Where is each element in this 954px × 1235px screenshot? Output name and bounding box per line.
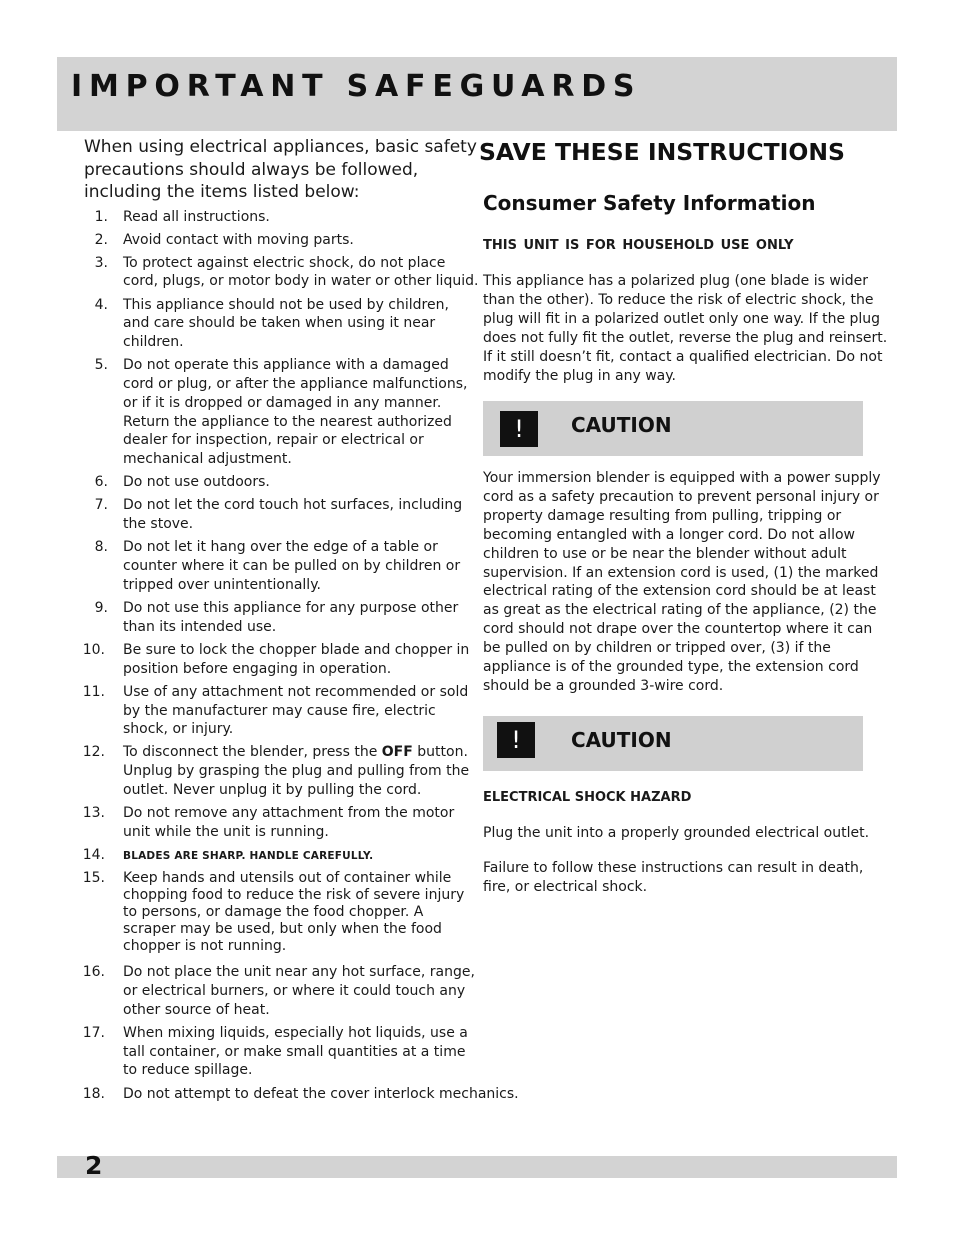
item-number: 3.: [94, 254, 108, 271]
item-text: Do not place the unit near any hot surface, range, or electrical burners, or where it could touch any other source of heat.: [123, 964, 475, 1018]
item-text: Avoid contact with moving parts.: [123, 231, 354, 248]
item-number: 9.: [94, 600, 108, 617]
item-number: 8.: [94, 539, 108, 556]
item-text: Keep hands and utensils out of container while chopping food to reduce the risk of severe injury to persons, or damage the food chopper. A scraper may be used, but only when the food chopper is not running.: [123, 870, 465, 955]
item-text: Do not attempt to defeat the cover interlock mechanics.: [123, 1085, 519, 1102]
shock-hazard-label: ELECTRICAL SHOCK HAZARD: [483, 790, 692, 805]
safeguard-list: [82, 208, 519, 1104]
item-number: 6.: [94, 474, 108, 491]
list-item: [84, 743, 479, 799]
item-number: 5.: [94, 357, 108, 374]
list-item: [84, 296, 479, 352]
list-item: [84, 473, 479, 492]
item-number: 4.: [94, 296, 108, 313]
list-item: [84, 963, 479, 1019]
item-text: [123, 744, 469, 798]
intro-text: When using electrical appliances, basic safety precautions should always be followed, including the items listed below:: [84, 137, 477, 202]
item-number: 17.: [82, 1024, 105, 1041]
list-item: [84, 231, 479, 250]
item-text: Use of any attachment not recommended or sold by the manufacturer may cause fire, electric shock, or injury.: [123, 683, 469, 738]
item-text: Do not operate this appliance with a damaged cord or plug, or after the appliance malfunctions, or if it is dropped or damaged in any manner. Return the appliance to the nearest authorized dealer for inspection, repair or electrical or mechanical adjustment.: [123, 357, 468, 468]
item-number: 7.: [94, 497, 108, 514]
list-item: [84, 1085, 553, 1104]
item-text-part: To disconnect the blender, press the: [123, 744, 382, 761]
list-item: [84, 538, 479, 594]
grounded-outlet-text: Plug the unit into a properly grounded electrical outlet.: [483, 825, 870, 841]
list-item: [84, 254, 479, 292]
list-item: [84, 846, 479, 866]
page-title: IMPORTANT SAFEGUARDS: [71, 69, 642, 104]
item-number: 12.: [82, 744, 105, 761]
off-keyword: OFF: [381, 744, 413, 761]
list-item: [84, 804, 479, 842]
list-item: [84, 1024, 479, 1080]
item-number: 10.: [82, 641, 105, 658]
failure-warning-text: Failure to follow these instructions can result in death, fire, or electrical shock.: [483, 860, 864, 895]
item-text: Be sure to lock the chopper blade and chopper in position before engaging in operation.: [123, 641, 470, 677]
caution-label: CAUTION: [571, 728, 672, 752]
item-text: This appliance should not be used by children, and care should be taken when using it near children.: [123, 296, 449, 351]
exclamation-icon: !: [497, 722, 535, 758]
household-use-label: THIS UNIT IS FOR HOUSEHOLD USE ONLY: [483, 238, 794, 253]
item-number: 18.: [82, 1085, 105, 1102]
list-item: [84, 641, 479, 679]
item-text: Read all instructions.: [123, 208, 270, 225]
caution-banner: [483, 401, 863, 456]
safeguards-column: [82, 136, 519, 1108]
item-text: Do not let it hang over the edge of a table or counter where it can be pulled on by children or tripped over unintentionally.: [123, 539, 461, 593]
item-text: Do not use outdoors.: [123, 474, 270, 491]
item-text: To protect against electric shock, do not place cord, plugs, or motor body in water or other liquid.: [123, 254, 479, 290]
item-number: 13.: [82, 805, 105, 822]
item-text-part: button. Unplug by grasping the plug and pulling from the outlet. Never unplug it by pulling the cord.: [123, 744, 470, 799]
item-text: BLADES ARE SHARP. HANDLE CAREFULLY.: [123, 850, 374, 863]
item-text: Do not use this appliance for any purpose other than its intended use.: [123, 600, 459, 635]
list-item: [84, 356, 479, 469]
item-number: 14.: [82, 847, 105, 864]
list-item: [84, 870, 479, 955]
item-number: 2.: [94, 231, 108, 248]
power-cord-text: Your immersion blender is equipped with a power supply cord as a safety precaution to prevent personal injury or property damage resulting from pulling, tripping or becoming entangled with a longer cord. Do not allow children to use or be near the blender without adult supervision. If an extension cord is used, (1) the marked electrical rating of the extension cord should be at least as great as the electrical rating of the appliance, (2) the cord should not drape over the countertop where it can be pulled on by children or tripped over, (3) if the appliance is of the grounded type, the extension cord should be a grounded 3-wire cord.: [483, 470, 881, 694]
polarized-plug-text: This appliance has a polarized plug (one blade is wider than the other). To reduce the risk of electric shock, the plug will fit in a polarized outlet only one way. If the plug does not fully fit the outlet, reverse the plug and reinsert. If it still doesn’t fit, contact a qualified electrician. Do not modify the plug in any way.: [483, 273, 888, 384]
item-text: Do not remove any attachment from the motor unit while the unit is running.: [123, 805, 455, 840]
save-instructions-heading: SAVE THESE INSTRUCTIONS: [479, 138, 845, 166]
header-band: [57, 57, 897, 131]
list-item: [84, 683, 479, 739]
item-text: Do not let the cord touch hot surfaces, including the stove.: [123, 497, 463, 533]
list-item: [84, 496, 479, 534]
caution-banner: [483, 716, 863, 771]
page-number: 2: [85, 1151, 103, 1180]
list-item: [84, 599, 479, 637]
consumer-safety-heading: Consumer Safety Information: [483, 191, 816, 215]
item-number: 16.: [82, 964, 105, 981]
item-number: 15.: [82, 870, 105, 887]
exclamation-icon: !: [500, 411, 538, 447]
list-item: [84, 208, 479, 227]
item-text: When mixing liquids, especially hot liquids, use a tall container, or make small quantities at a time to reduce spillage.: [123, 1024, 468, 1079]
item-number: 1.: [94, 208, 108, 225]
caution-label: CAUTION: [571, 413, 672, 437]
item-number: 11.: [82, 683, 105, 700]
footer-band: [57, 1151, 897, 1180]
